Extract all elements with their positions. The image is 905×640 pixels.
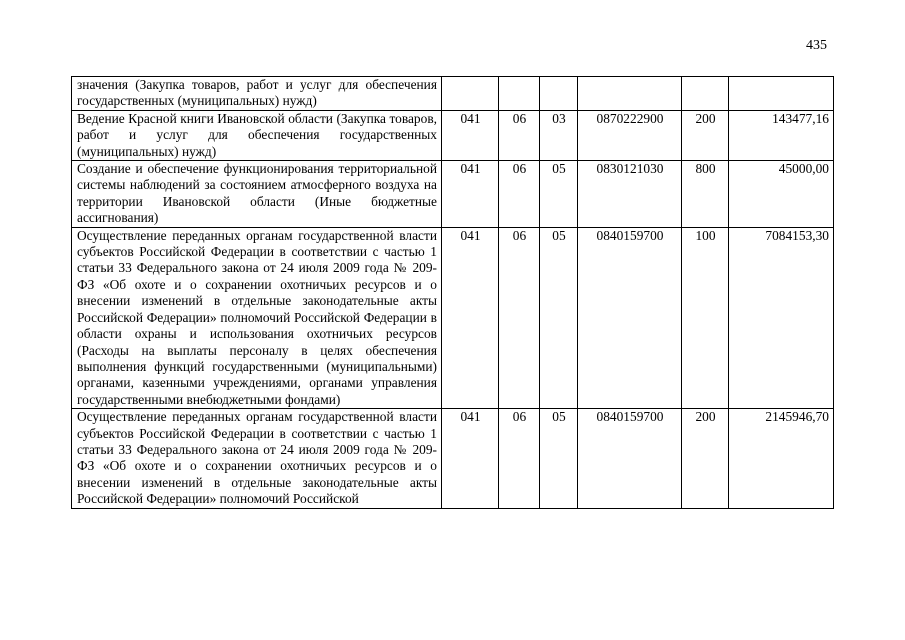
amount-cell: 45000,00 <box>729 161 834 228</box>
section-code-cell <box>499 77 540 111</box>
amount-cell <box>729 77 834 111</box>
subsection-code-cell: 05 <box>540 161 578 228</box>
subsection-code-cell <box>540 77 578 111</box>
ministry-code-cell: 041 <box>442 161 499 228</box>
page-number: 435 <box>806 38 827 53</box>
expense-type-cell: 200 <box>682 409 729 508</box>
section-code-cell: 06 <box>499 110 540 160</box>
section-code-cell: 06 <box>499 161 540 228</box>
expense-type-cell: 800 <box>682 161 729 228</box>
row-description: Осуществление переданных органам государственной власти субъектов Российской Федерации в соответствии с частью 1 статьи 33 Федерального закона от 24 июля 2009 года № 209-ФЗ «Об охоте и о сохранении охотничьих ресурсов и о внесении изменений в отдельные законодательные акты Российской Федерации» полномочий Российской <box>72 409 442 508</box>
subsection-code-cell: 03 <box>540 110 578 160</box>
target-article-cell: 0840159700 <box>578 409 682 508</box>
expense-type-cell <box>682 77 729 111</box>
row-description: значения (Закупка товаров, работ и услуг для обеспечения государственных (муниципальных) нужд) <box>72 77 442 111</box>
table-row <box>72 161 834 228</box>
ministry-code-cell: 041 <box>442 227 499 408</box>
ministry-code-cell: 041 <box>442 409 499 508</box>
amount-cell: 143477,16 <box>729 110 834 160</box>
section-code-cell: 06 <box>499 227 540 408</box>
amount-cell: 2145946,70 <box>729 409 834 508</box>
expense-type-cell: 200 <box>682 110 729 160</box>
expense-type-cell: 100 <box>682 227 729 408</box>
budget-table <box>71 76 834 509</box>
amount-cell: 7084153,30 <box>729 227 834 408</box>
table-row <box>72 77 834 111</box>
target-article-cell: 0830121030 <box>578 161 682 228</box>
target-article-cell: 0870222900 <box>578 110 682 160</box>
row-description: Ведение Красной книги Ивановской области (Закупка товаров, работ и услуг для обеспечения государственных (муниципальных) нужд) <box>72 110 442 160</box>
ministry-code-cell: 041 <box>442 110 499 160</box>
table-row <box>72 409 834 508</box>
ministry-code-cell <box>442 77 499 111</box>
target-article-cell: 0840159700 <box>578 227 682 408</box>
table-row <box>72 110 834 160</box>
section-code-cell: 06 <box>499 409 540 508</box>
table-row <box>72 227 834 408</box>
subsection-code-cell: 05 <box>540 227 578 408</box>
subsection-code-cell: 05 <box>540 409 578 508</box>
target-article-cell <box>578 77 682 111</box>
row-description: Осуществление переданных органам государственной власти субъектов Российской Федерации в соответствии с частью 1 статьи 33 Федерального закона от 24 июля 2009 года № 209-ФЗ «Об охоте и о сохранении охотничьих ресурсов и о внесении изменений в отдельные законодательные акты Российской Федерации» полномочий Российской Федерации в области охраны и использования охотничьих ресурсов (Расходы на выплаты персоналу в целях обеспечения выполнения функций государственными (муниципальными) органами, казенными учреждениями, органами управления государственными внебюджетными фондами) <box>72 227 442 408</box>
row-description: Создание и обеспечение функционирования территориальной системы наблюдений за состоянием атмосферного воздуха на территории Ивановской области (Иные бюджетные ассигнования) <box>72 161 442 228</box>
